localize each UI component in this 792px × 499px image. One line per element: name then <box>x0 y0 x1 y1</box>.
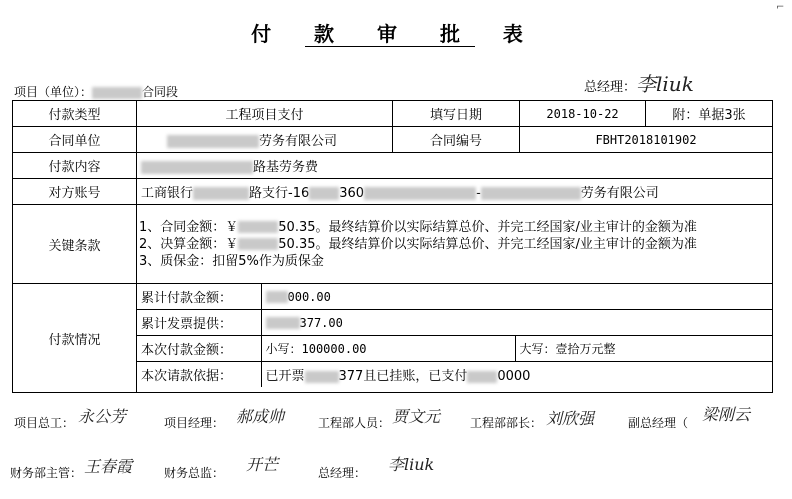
redacted-amount-1 <box>238 221 278 233</box>
attachment-count: 附：单据3张 <box>646 101 773 127</box>
account-branch: 路支行-16 <box>249 186 310 201</box>
redacted-acct-2 <box>364 187 476 200</box>
row-account <box>13 179 773 205</box>
key-term-3: 3、质保金：扣留5%作为质保金 <box>139 253 324 269</box>
current-payment-label: 本次付款金额： <box>137 336 261 362</box>
redacted-bank <box>193 187 249 200</box>
title-underline <box>305 46 475 47</box>
eng-head-signature: 刘欣强 <box>546 409 595 428</box>
key-terms-label: 关键条款 <box>13 205 137 284</box>
project-manager-label: 项目经理： <box>164 416 225 430</box>
key-term-1-suffix: 50.35。最终结算价以实际结算总价、并完工经国家/业主审计的金额为准 <box>278 219 697 235</box>
redacted-cum-paid <box>266 291 288 303</box>
row-payment-type <box>13 101 773 127</box>
finance-chief-signature: 开芒 <box>246 455 279 474</box>
eng-head-label: 工程部部长： <box>470 416 543 430</box>
fill-date-label: 填写日期 <box>393 101 520 127</box>
gm-footer-signature: 李liuk <box>388 455 435 474</box>
payment-content-suffix: 路基劳务费 <box>253 160 319 175</box>
key-term-2-suffix: 50.35。最终结算价以实际结算总价、并完工经国家/业主审计的金额为准 <box>278 236 697 252</box>
contract-unit-value <box>137 127 393 153</box>
payment-type-label: 付款类型 <box>13 101 137 127</box>
payment-content-value <box>137 153 773 179</box>
project-chief-label: 项目总工： <box>14 416 75 430</box>
account-label: 对方账号 <box>13 179 137 205</box>
fill-date-value: 2018-10-22 <box>520 101 646 127</box>
redacted-basis-1 <box>305 371 339 383</box>
payment-content-label: 付款内容 <box>13 153 137 179</box>
request-basis-suffix: 0000 <box>497 369 531 384</box>
key-term-1 <box>139 219 770 236</box>
cum-invoice-amount: 377.00 <box>299 315 343 330</box>
request-basis-row <box>137 362 772 388</box>
eng-staff-label: 工程部人员： <box>318 416 391 430</box>
redacted-acct-1 <box>309 187 339 200</box>
corner-mark: ⌐ <box>776 2 785 13</box>
approval-table <box>12 100 773 393</box>
cum-invoice-row <box>137 310 772 336</box>
contract-no-value: FBHT2018101902 <box>520 127 773 153</box>
redacted-amount-2 <box>238 238 278 250</box>
project-suffix: 合同段 <box>142 85 179 99</box>
payment-status-label: 付款情况 <box>13 284 137 393</box>
redacted-basis-2 <box>467 371 497 383</box>
current-payment-row <box>137 336 772 362</box>
redacted-contract-unit <box>167 135 259 148</box>
redacted-project <box>92 87 142 99</box>
page-title: 付 款 审 批 表 <box>251 22 541 46</box>
account-bank: 工商银行 <box>141 186 194 201</box>
payment-status-cell <box>137 284 773 393</box>
key-term-1-prefix: 1、合同金额：￥ <box>139 219 239 235</box>
project-label: 项目（单位）： <box>14 85 93 99</box>
cum-paid-label: 累计付款金额： <box>137 284 261 310</box>
key-terms-content <box>137 205 773 284</box>
cum-invoice-label: 累计发票提供： <box>137 310 261 336</box>
deputy-gm-label: 副总经理（ <box>628 416 689 430</box>
account-value <box>137 179 773 205</box>
key-term-2 <box>139 236 770 253</box>
redacted-content <box>141 161 253 174</box>
request-basis-mid: 377且已挂账，已支付 <box>338 369 468 384</box>
contract-unit-suffix: 劳务有限公司 <box>259 134 338 149</box>
request-basis-value <box>261 362 772 388</box>
finance-chief-label: 财务总监： <box>164 466 225 480</box>
gm-header-signature: 李liuk <box>636 72 694 96</box>
row-payment-content <box>13 153 773 179</box>
cum-paid-amount: 000.00 <box>287 289 331 304</box>
gm-header-label: 总经理： <box>584 80 637 95</box>
redacted-acct-3 <box>481 187 581 200</box>
contract-no-label: 合同编号 <box>393 127 520 153</box>
account-company: 劳务有限公司 <box>580 186 659 201</box>
finance-head-signature: 王春霞 <box>84 457 133 476</box>
request-basis-label: 本次请款依据： <box>137 362 261 388</box>
account-mid: 360 <box>339 186 365 201</box>
deputy-gm-signature: 梁刚云 <box>702 405 751 424</box>
cum-paid-row <box>137 284 772 310</box>
cum-invoice-value <box>261 310 772 336</box>
current-payment-big: 大写：壹拾万元整 <box>515 336 772 362</box>
account-dash: - <box>476 186 481 201</box>
row-key-terms <box>13 205 773 284</box>
key-term-2-prefix: 2、决算金额：￥ <box>139 236 239 252</box>
gm-header <box>584 68 694 97</box>
payment-type-value: 工程项目支付 <box>137 101 393 127</box>
finance-head-label: 财务部主管： <box>10 466 83 480</box>
project-manager-signature: 郝成帅 <box>236 407 285 426</box>
cum-paid-value <box>261 284 772 310</box>
row-contract-unit <box>13 127 773 153</box>
eng-staff-signature: 贾文元 <box>392 407 441 426</box>
redacted-cum-invoice <box>266 317 300 329</box>
current-payment-small: 小写：100000.00 <box>261 336 515 362</box>
payment-status-table <box>137 284 772 387</box>
row-payment-status <box>13 284 773 393</box>
contract-unit-label: 合同单位 <box>13 127 137 153</box>
project-chief-signature: 永公芳 <box>78 407 127 426</box>
request-basis-prefix: 已开票 <box>265 369 305 384</box>
gm-footer-label: 总经理： <box>318 466 367 480</box>
project-line <box>14 83 178 100</box>
